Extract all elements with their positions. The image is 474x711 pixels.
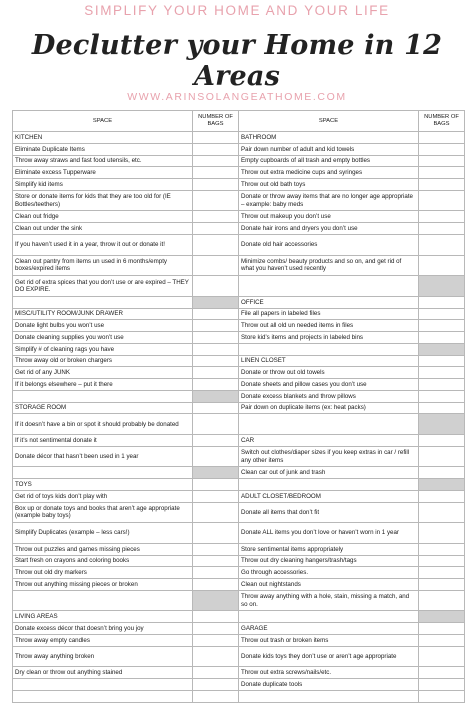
bags-cell-right[interactable] xyxy=(419,402,465,414)
section-heading-right: BATHROOM xyxy=(239,132,419,144)
task-item-right: Throw out dry cleaning hangers/trash/tags xyxy=(239,555,419,567)
bags-cell-left[interactable] xyxy=(193,490,239,502)
task-item-right: Donate all items that don’t fit xyxy=(239,502,419,523)
bags-cell-right[interactable] xyxy=(419,555,465,567)
bags-cell-right[interactable] xyxy=(419,308,465,320)
table-row xyxy=(13,211,465,223)
task-item-right: Throw out extra screws/nails/etc. xyxy=(239,667,419,679)
bags-cell-left[interactable] xyxy=(193,555,239,567)
bags-cell-left[interactable] xyxy=(193,434,239,446)
task-item-left xyxy=(13,590,193,611)
table-body xyxy=(13,132,465,703)
bags-cell-left[interactable] xyxy=(193,179,239,191)
table-row xyxy=(13,296,465,308)
task-item-left: Box up or donate toys and books that aren’t age appropriate (example baby toys) xyxy=(13,502,193,523)
task-item-left: Throw out anything missing pieces or broken xyxy=(13,579,193,591)
bags-cell-left[interactable] xyxy=(193,132,239,144)
bags-cell-right[interactable] xyxy=(419,635,465,647)
task-item-right: File all papers in labeled files xyxy=(239,308,419,320)
section-heading-left: TOYS xyxy=(13,479,193,491)
task-item-left: Simplify # of cleaning rags you have xyxy=(13,343,193,355)
section-heading-left: STORAGE ROOM xyxy=(13,402,193,414)
page-title: Declutter your Home in 12 Areas xyxy=(31,30,443,92)
task-item-right: Minimize combs/ beauty products and so on, and get rid of what you haven’t used recently xyxy=(239,255,419,276)
task-item-right: Throw out extra medicine cups and syringes xyxy=(239,167,419,179)
task-item-right: Throw out makeup you don’t use xyxy=(239,211,419,223)
declutter-checklist-table xyxy=(12,110,465,703)
task-item-right: Switch out clothes/diaper sizes if you keep extras in car / refill any other items xyxy=(239,446,419,467)
bags-cell-left[interactable] xyxy=(193,467,239,479)
bags-cell-right[interactable] xyxy=(419,179,465,191)
bags-cell-left[interactable] xyxy=(193,155,239,167)
section-heading-left: MISC/UTILITY ROOM/JUNK DRAWER xyxy=(13,308,193,320)
task-item-left: Throw away anything broken xyxy=(13,646,193,667)
task-item-right: Donate duplicate tools xyxy=(239,679,419,691)
bags-cell-left[interactable] xyxy=(193,611,239,623)
task-item-right: Donate or throw away items that are no longer age appropriate – example: baby meds xyxy=(239,190,419,211)
task-item-right: Clean out nightstands xyxy=(239,579,419,591)
task-item-left: Eliminate excess Tupperware xyxy=(13,167,193,179)
bags-cell-right[interactable] xyxy=(419,543,465,555)
section-heading-left: KITCHEN xyxy=(13,132,193,144)
bags-cell-right[interactable] xyxy=(419,223,465,235)
bags-cell-left[interactable] xyxy=(193,234,239,255)
bags-cell-left[interactable] xyxy=(193,332,239,344)
section-heading-right: ADULT CLOSET/BEDROOM xyxy=(239,490,419,502)
bags-cell-left[interactable] xyxy=(193,590,239,611)
bags-cell-right[interactable] xyxy=(419,155,465,167)
task-item-left: Donate cleaning supplies you won’t use xyxy=(13,332,193,344)
task-item-right xyxy=(239,611,419,623)
table-row xyxy=(13,167,465,179)
task-item-right: Donate excess blankets and throw pillows xyxy=(239,390,419,402)
bags-cell-left[interactable] xyxy=(193,646,239,667)
bags-cell-left[interactable] xyxy=(193,343,239,355)
bags-cell-right[interactable] xyxy=(419,579,465,591)
table-row xyxy=(13,623,465,635)
table-row xyxy=(13,355,465,367)
tagline: SIMPLIFY YOUR HOME AND YOUR LIFE xyxy=(84,3,390,18)
section-heading-right: GARAGE xyxy=(239,623,419,635)
bags-cell-left[interactable] xyxy=(193,355,239,367)
task-item-right: Throw out trash or broken items xyxy=(239,635,419,647)
table-row xyxy=(13,567,465,579)
website-url[interactable]: WWW.ARINSOLANGEATHOME.COM xyxy=(127,91,347,103)
bags-cell-left[interactable] xyxy=(193,543,239,555)
table-row xyxy=(13,414,465,435)
bags-cell-right[interactable] xyxy=(419,446,465,467)
bags-cell-right[interactable] xyxy=(419,332,465,344)
bags-cell-right[interactable] xyxy=(419,276,465,297)
task-item-right: Throw out old bath toys xyxy=(239,179,419,191)
task-item-left: Simplify Duplicates (example – less cars!) xyxy=(13,523,193,544)
bags-cell-right[interactable] xyxy=(419,296,465,308)
bags-cell-right[interactable] xyxy=(419,132,465,144)
table-row xyxy=(13,555,465,567)
bags-cell-left[interactable] xyxy=(193,479,239,491)
bags-cell-right[interactable] xyxy=(419,502,465,523)
table-row xyxy=(13,379,465,391)
header-space-right: SPACE xyxy=(239,111,419,132)
table-row xyxy=(13,611,465,623)
bags-cell-left[interactable] xyxy=(193,414,239,435)
table-row xyxy=(13,690,465,702)
task-item-left xyxy=(13,467,193,479)
bags-cell-right[interactable] xyxy=(419,679,465,691)
task-item-right xyxy=(239,276,419,297)
bags-cell-right[interactable] xyxy=(419,623,465,635)
bags-cell-right[interactable] xyxy=(419,379,465,391)
bags-cell-right[interactable] xyxy=(419,590,465,611)
task-item-left: Throw out old dry markers xyxy=(13,567,193,579)
bags-cell-right[interactable] xyxy=(419,255,465,276)
task-item-left xyxy=(13,679,193,691)
table-row xyxy=(13,523,465,544)
bags-cell-left[interactable] xyxy=(193,567,239,579)
task-item-left: Clean out fridge xyxy=(13,211,193,223)
table-row xyxy=(13,434,465,446)
table-row xyxy=(13,479,465,491)
task-item-left: If it doesn’t have a bin or spot it should probably be donated xyxy=(13,414,193,435)
task-item-left: Throw out puzzles and games missing pieces xyxy=(13,543,193,555)
bags-cell-right[interactable] xyxy=(419,143,465,155)
bags-cell-right[interactable] xyxy=(419,234,465,255)
bags-cell-right[interactable] xyxy=(419,367,465,379)
task-item-left: Get rid of any JUNK xyxy=(13,367,193,379)
table-row xyxy=(13,190,465,211)
task-item-right: Donate hair irons and dryers you don’t use xyxy=(239,223,419,235)
task-item-right: Store kid’s items and projects in labeled bins xyxy=(239,332,419,344)
task-item-right: Throw out all old un needed items in files xyxy=(239,320,419,332)
table-row xyxy=(13,223,465,235)
section-heading-left: LIVING AREAS xyxy=(13,611,193,623)
bags-cell-right[interactable] xyxy=(419,211,465,223)
task-item-left xyxy=(13,390,193,402)
bags-cell-right[interactable] xyxy=(419,167,465,179)
task-item-left: Throw away straws and fast food utensils, etc. xyxy=(13,155,193,167)
table-row xyxy=(13,579,465,591)
bags-cell-left[interactable] xyxy=(193,523,239,544)
task-item-right: Donate sheets and pillow cases you don’t use xyxy=(239,379,419,391)
table-row xyxy=(13,343,465,355)
task-item-right xyxy=(239,690,419,702)
bags-cell-left[interactable] xyxy=(193,690,239,702)
bags-cell-left[interactable] xyxy=(193,255,239,276)
table-row xyxy=(13,332,465,344)
bags-cell-left[interactable] xyxy=(193,679,239,691)
bags-cell-left[interactable] xyxy=(193,143,239,155)
task-item-right: Empty cupboards of all trash and empty bottles xyxy=(239,155,419,167)
table-row xyxy=(13,490,465,502)
bags-cell-right[interactable] xyxy=(419,646,465,667)
bags-cell-left[interactable] xyxy=(193,667,239,679)
bags-cell-right[interactable] xyxy=(419,390,465,402)
task-item-right: Pair down on duplicate items (ex: heat packs) xyxy=(239,402,419,414)
task-item-right: Store sentimental items appropriately xyxy=(239,543,419,555)
task-item-left: Eliminate Duplicate Items xyxy=(13,143,193,155)
task-item-left: If it’s not sentimental donate it xyxy=(13,434,193,446)
table-row xyxy=(13,308,465,320)
bags-cell-right[interactable] xyxy=(419,690,465,702)
task-item-left: If it belongs elsewhere – put it there xyxy=(13,379,193,391)
table-row xyxy=(13,155,465,167)
task-item-left: Get rid of extra spices that you don’t use or are expired – THEY DO EXPIRE. xyxy=(13,276,193,297)
table-row xyxy=(13,234,465,255)
header-bags-right: NUMBER OF BAGS xyxy=(419,111,465,132)
task-item-right: Donate kids toys they don’t use or aren’t age appropriate xyxy=(239,646,419,667)
task-item-left: Donate décor that hasn’t been used in 1 year xyxy=(13,446,193,467)
table-row xyxy=(13,590,465,611)
bags-cell-left[interactable] xyxy=(193,223,239,235)
bags-cell-right[interactable] xyxy=(419,479,465,491)
task-item-left: If you haven’t used it in a year, throw it out or donate it! xyxy=(13,234,193,255)
section-heading-right: LINEN CLOSET xyxy=(239,355,419,367)
bags-cell-left[interactable] xyxy=(193,308,239,320)
table-row xyxy=(13,446,465,467)
bags-cell-left[interactable] xyxy=(193,390,239,402)
bags-cell-left[interactable] xyxy=(193,623,239,635)
bags-cell-right[interactable] xyxy=(419,343,465,355)
task-item-right: Donate or throw out old towels xyxy=(239,367,419,379)
table-row xyxy=(13,320,465,332)
task-item-left: Throw away empty candles xyxy=(13,635,193,647)
task-item-left xyxy=(13,690,193,702)
task-item-left: Simplify kid items xyxy=(13,179,193,191)
task-item-left: Get rid of toys kids don’t play with xyxy=(13,490,193,502)
table-row xyxy=(13,143,465,155)
bags-cell-right[interactable] xyxy=(419,667,465,679)
bags-cell-right[interactable] xyxy=(419,467,465,479)
table-row xyxy=(13,255,465,276)
task-item-right xyxy=(239,414,419,435)
task-item-left: Start fresh on crayons and coloring books xyxy=(13,555,193,567)
task-item-right xyxy=(239,343,419,355)
task-item-left: Donate excess décor that doesn’t bring you joy xyxy=(13,623,193,635)
table-row xyxy=(13,635,465,647)
task-item-left: Clean out pantry from items un used in 6 months/empty boxes/expired items xyxy=(13,255,193,276)
bags-cell-left[interactable] xyxy=(193,167,239,179)
bags-cell-left[interactable] xyxy=(193,635,239,647)
section-heading-right: CAR xyxy=(239,434,419,446)
bags-cell-right[interactable] xyxy=(419,190,465,211)
table-row xyxy=(13,679,465,691)
bags-cell-left[interactable] xyxy=(193,402,239,414)
table-row xyxy=(13,179,465,191)
bags-cell-right[interactable] xyxy=(419,490,465,502)
bags-cell-right[interactable] xyxy=(419,320,465,332)
bags-cell-left[interactable] xyxy=(193,446,239,467)
bags-cell-left[interactable] xyxy=(193,367,239,379)
section-heading-right: OFFICE xyxy=(239,296,419,308)
table-row xyxy=(13,467,465,479)
header-space-left: SPACE xyxy=(13,111,193,132)
table-header-row xyxy=(13,111,465,132)
table-row xyxy=(13,276,465,297)
task-item-right: Donate old hair accessories xyxy=(239,234,419,255)
bags-cell-left[interactable] xyxy=(193,211,239,223)
task-item-left: Dry clean or throw out anything stained xyxy=(13,667,193,679)
bags-cell-right[interactable] xyxy=(419,414,465,435)
bags-cell-left[interactable] xyxy=(193,502,239,523)
task-item-left: Clean out under the sink xyxy=(13,223,193,235)
bags-cell-left[interactable] xyxy=(193,579,239,591)
bags-cell-right[interactable] xyxy=(419,611,465,623)
table-row xyxy=(13,132,465,144)
bags-cell-left[interactable] xyxy=(193,296,239,308)
task-item-left: Throw away old or broken chargers xyxy=(13,355,193,367)
table-row xyxy=(13,502,465,523)
task-item-right: Go through accessories. xyxy=(239,567,419,579)
task-item-left: Donate light bulbs you won’t use xyxy=(13,320,193,332)
task-item-right xyxy=(239,479,419,491)
table-row xyxy=(13,390,465,402)
bags-cell-right[interactable] xyxy=(419,567,465,579)
bags-cell-left[interactable] xyxy=(193,379,239,391)
task-item-right: Donate ALL items you don’t love or haven’t worn in 1 year xyxy=(239,523,419,544)
bags-cell-left[interactable] xyxy=(193,190,239,211)
bags-cell-right[interactable] xyxy=(419,523,465,544)
task-item-left xyxy=(13,296,193,308)
table-row xyxy=(13,667,465,679)
bags-cell-right[interactable] xyxy=(419,355,465,367)
bags-cell-left[interactable] xyxy=(193,320,239,332)
bags-cell-right[interactable] xyxy=(419,434,465,446)
table-row xyxy=(13,402,465,414)
table-row xyxy=(13,367,465,379)
task-item-left: Store or donate items for kids that they are too old for (IE Bottles/teethers) xyxy=(13,190,193,211)
table-row xyxy=(13,646,465,667)
task-item-right: Pair down number of adult and kid towels xyxy=(239,143,419,155)
table-row xyxy=(13,543,465,555)
header-bags-left: NUMBER OF BAGS xyxy=(193,111,239,132)
task-item-right: Throw away anything with a hole, stain, missing a match, and so on. xyxy=(239,590,419,611)
task-item-right: Clean car out of junk and trash xyxy=(239,467,419,479)
bags-cell-left[interactable] xyxy=(193,276,239,297)
